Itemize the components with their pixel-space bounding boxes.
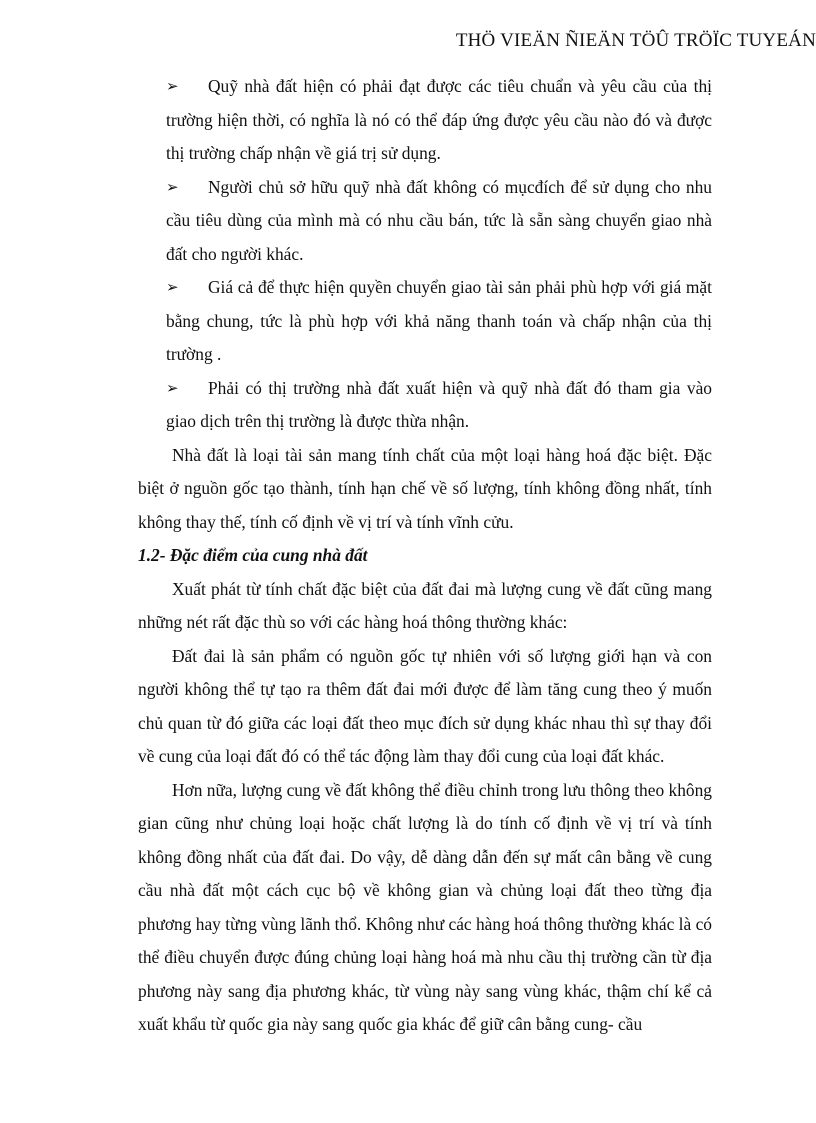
- bullet-text: Người chủ sở hữu quỹ nhà đất không có mụcđích để sử dụng cho nhu cầu tiêu dùng của mình mà có nhu cầu bán, tức là sẵn sàng chuyển giao nhà đất cho người khác.: [166, 176, 712, 264]
- arrowhead-bullet-icon: ➢: [166, 378, 179, 397]
- paragraph-natural-origin: Đất đai là sản phẩm có nguồn gốc tự nhiên với số lượng giới hạn và con người không thể tự tạo ra thêm đất đai mới được để làm tăng cung theo ý muốn chủ quan từ đó giữa các loại đất theo mục đích sử dụng khác nhau thì sự thay đổi về cung của loại đất đó có thể tác động làm thay đổi cung của loại đất khác.: [138, 645, 712, 766]
- bullet-item-3: [138, 271, 712, 372]
- paragraph-supply-adjustment: Hơn nữa, lượng cung về đất không thể điều chỉnh trong lưu thông theo không gian cũng như chủng loại hoặc chất lượng là do tính cố định về vị trí và tính không đồng nhất của đất đai. Do vậy, dễ dàng dẫn đến sự mất cân bằng về cung cầu nhà đất một cách cục bộ về không gian và chủng loại đất theo từng địa phương hay từng vùng lãnh thổ. Không như các hàng hoá thông thường khác là có thể điều chuyển được đúng chủng loại hàng hoá mà nhu cầu thị trường cần từ địa phương này sang địa phương khác, từ vùng này sang vùng khác, thậm chí kể cả xuất khẩu từ quốc gia này sang quốc gia khác để giữ cân bằng cung- cầu: [138, 779, 712, 1034]
- arrowhead-bullet-icon: ➢: [166, 177, 179, 196]
- document-body: [138, 70, 712, 1042]
- arrowhead-bullet-icon: ➢: [166, 77, 179, 95]
- section-heading: 1.2- Đặc điểm của cung nhà đất: [138, 545, 368, 565]
- page-header: THÖ VIEÄN ÑIEÄN TÖÛ TRÖÏC TUYEÁN: [455, 30, 816, 51]
- bullet-text: Giá cả để thực hiện quyền chuyển giao tài sản phải phù hợp với giá mặt bằng chung, tức là phù hợp với khả năng thanh toán và chấp nhận của thị trường .: [166, 277, 712, 364]
- arrowhead-bullet-icon: ➢: [166, 278, 179, 296]
- paragraph-supply-intro: Xuất phát từ tính chất đặc biệt của đất đai mà lượng cung về đất cũng mang những nét rất đặc thù so với các hàng hoá thông thường khác:: [138, 578, 712, 632]
- bullet-item-4: [138, 372, 712, 439]
- bullet-text: Phải có thị trường nhà đất xuất hiện và quỹ nhà đất đó tham gia vào giao dịch trên thị trường là được thừa nhận.: [166, 377, 712, 431]
- bullet-item-1: [138, 70, 712, 171]
- bullet-item-2: [138, 171, 712, 272]
- paragraph-nature-of-land: Nhà đất là loại tài sản mang tính chất của một loại hàng hoá đặc biệt. Đặc biệt ở nguồn gốc tạo thành, tính hạn chế về số lượng, tính không đồng nhất, tính không thay thế, tính cố định về vị trí và tính vĩnh cửu.: [138, 444, 712, 532]
- bullet-text: Quỹ nhà đất hiện có phải đạt được các tiêu chuẩn và yêu cầu của thị trường hiện thời, có nghĩa là nó có thể đáp ứng được yêu cầu nào đó và được thị trường chấp nhận về giá trị sử dụng.: [166, 76, 712, 163]
